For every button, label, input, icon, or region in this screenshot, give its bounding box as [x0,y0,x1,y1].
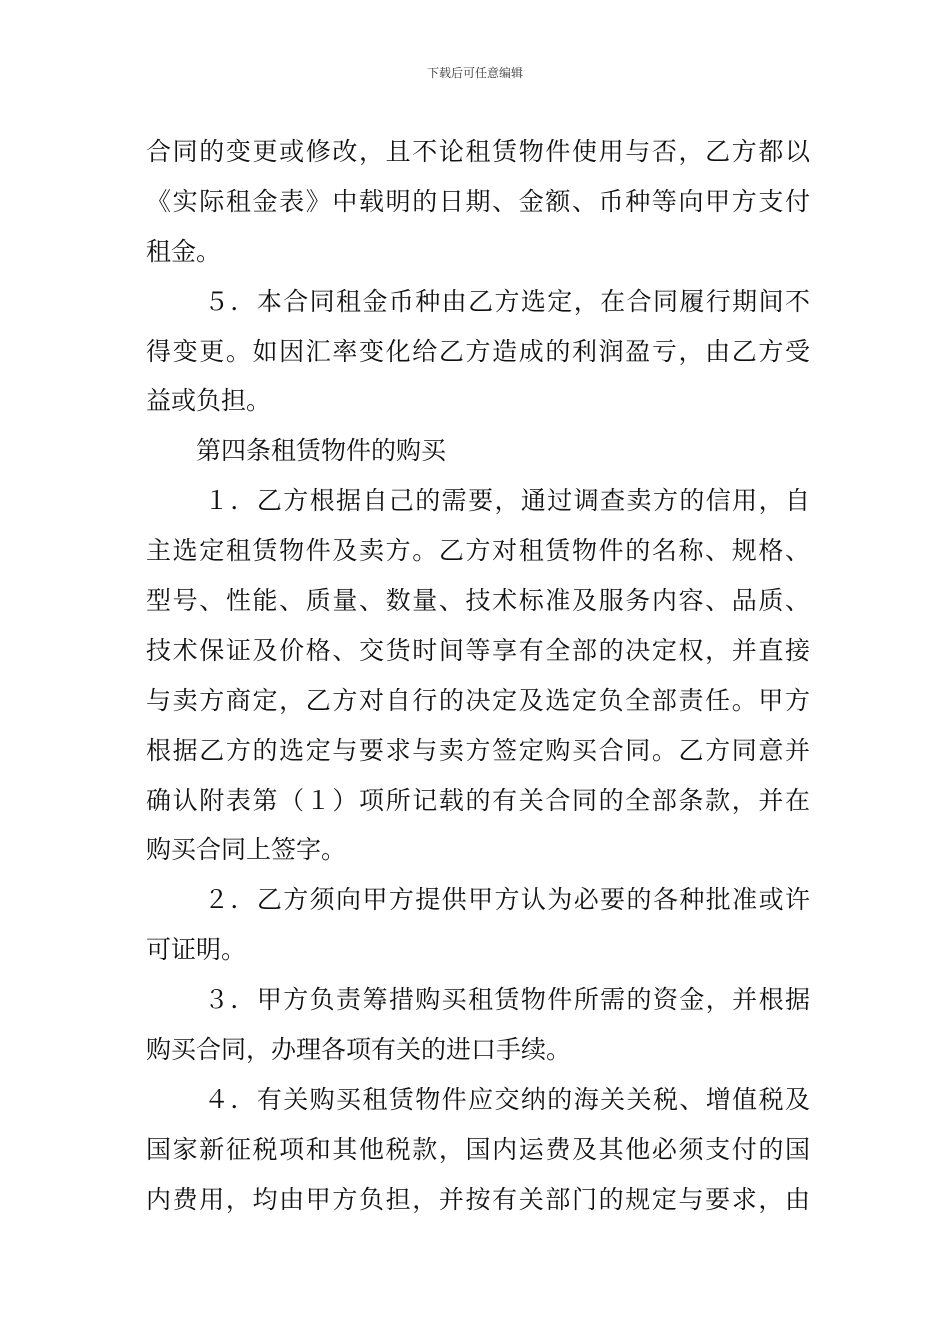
page-header: 下载后可任意编辑 [426,66,523,80]
document-body [146,127,810,1225]
text-line: ５．本合同租金币种由乙方选定，在合同履行期间不 [204,286,810,316]
text-line: 主选定租赁物件及卖方。乙方对租赁物件的名称、规格、 [146,536,810,566]
text-line: 与卖方商定，乙方对自行的决定及选定负全部责任。甲方 [146,685,810,715]
text-line: 型号、性能、质量、数量、技术标准及服务内容、品质、 [146,586,810,616]
text-line: 《实际租金表》中载明的日期、金额、币种等向甲方支付 [146,186,810,216]
text-line: 国家新征税项和其他税款，国内运费及其他必须支付的国 [146,1134,810,1164]
text-line: ４．有关购买租赁物件应交纳的海关关税、增值税及 [204,1084,810,1114]
text-line: 购买合同，办理各项有关的进口手续。 [146,1035,572,1065]
text-line: 益或负担。 [146,386,272,416]
text-line: 确认附表第（１）项所记载的有关合同的全部条款，并在 [146,785,810,815]
text-line: ２．乙方须向甲方提供甲方认为必要的各种批准或许 [204,885,810,915]
text-line: 可证明。 [146,935,247,965]
section-heading: 第四条租赁物件的购买 [196,436,447,466]
text-line: 得变更。如因汇率变化给乙方造成的利润盈亏，由乙方受 [146,336,810,366]
text-line: 合同的变更或修改，且不论租赁物件使用与否，乙方都以 [146,137,810,166]
text-line: ３．甲方负责筹措购买租赁物件所需的资金，并根据 [204,985,810,1015]
text-line: 内费用，均由甲方负担，并按有关部门的规定与要求，由 [146,1184,810,1214]
text-line: 租金。 [146,236,222,266]
text-line: 根据乙方的选定与要求与卖方签定购买合同。乙方同意并 [146,735,810,765]
text-line: １．乙方根据自己的需要，通过调查卖方的信用，自 [204,486,810,516]
text-line: 购买合同上签字。 [146,835,347,865]
text-line: 技术保证及价格、交货时间等享有全部的决定权，并直接 [146,635,810,665]
